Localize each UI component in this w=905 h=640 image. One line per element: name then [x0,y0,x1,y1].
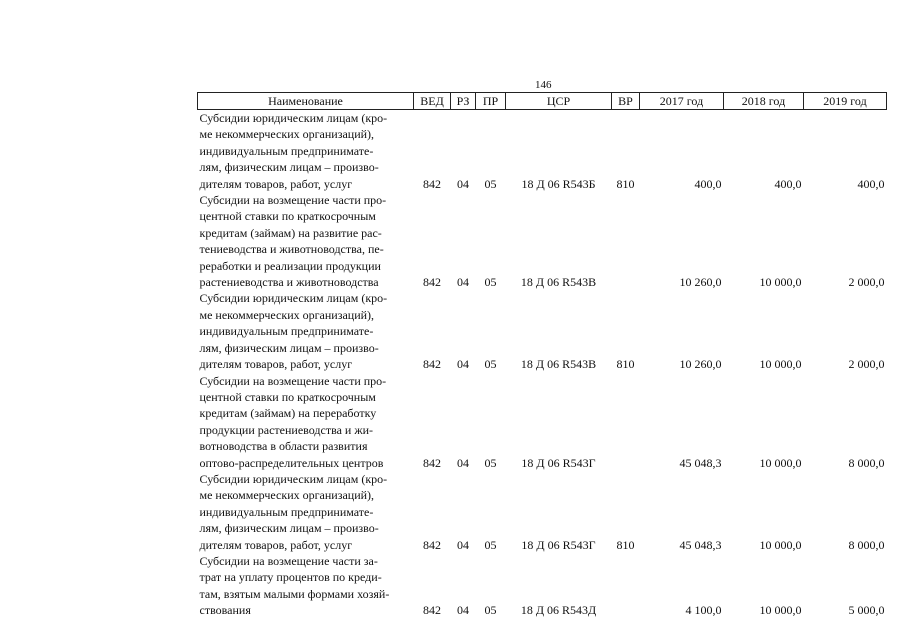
row-name-line: дителям товаров, работ, услуг [199,176,353,191]
row-rz: 04 [457,275,469,290]
header-2017: 2017 год [640,93,724,110]
row-name-line: тениеводства и животноводства, пе- [199,242,384,257]
row-name [198,110,414,193]
header-name: Наименование [198,93,414,110]
page-number: 146 [535,79,552,91]
table-row [198,192,887,290]
row-name-line: лям, физическим лицам – произво- [199,340,379,355]
row-2018: 10 000,0 [759,275,802,290]
row-name-line: Субсидии юридическим лицам (кро- [199,111,388,125]
row-2018: 10 000,0 [759,357,802,372]
row-2018: 10 000,0 [759,603,802,618]
row-pr: 05 [484,275,497,290]
row-ved: 842 [423,357,441,372]
row-csr: 18 Д 06 R543Г [521,537,596,552]
row-ved: 842 [423,275,441,290]
row-name [198,553,414,619]
row-vr [612,192,640,290]
row-2019: 8 000,0 [848,537,885,552]
table-row [198,373,887,471]
row-2019: 5 000,0 [848,603,885,618]
row-2019: 400,0 [857,176,885,191]
row-name-line: оптово-распределительных центров [199,455,384,470]
row-name-line: индивидуальным предпринимате- [199,504,374,519]
row-name-line: Субсидии на возмещение части про- [199,193,387,208]
row-name-line: лям, физическим лицам – произво- [199,521,379,536]
row-name [198,290,414,372]
header-ved: ВЕД [414,93,451,110]
row-name-line: продукции растениеводства и жи- [199,422,374,437]
row-pr: 05 [484,176,497,191]
row-name-line: центной ставки по краткосрочным [199,209,376,224]
row-name-line: трат на уплату процентов по креди- [199,570,382,585]
row-name-line: ствования [199,603,251,618]
row-name [198,471,414,553]
row-name-line: Субсидии на возмещение части про- [199,373,387,388]
row-2018: 400,0 [774,176,802,191]
row-pr: 05 [484,537,497,552]
row-name-line: индивидуальным предпринимате- [199,143,374,158]
row-name-line: ме некоммерческих организаций), [199,307,375,322]
row-rz: 04 [457,357,469,372]
row-vr [612,553,640,619]
row-name-line: ме некоммерческих организаций), [199,488,375,503]
row-csr: 18 Д 06 R543Д [520,603,597,618]
row-csr: 18 Д 06 R543Б [521,176,596,191]
row-rz: 04 [457,455,469,470]
row-name-line: растениеводства и животноводства [199,275,379,290]
row-name-line: кредитам (займам) на переработку [199,406,377,421]
row-name-line: Субсидии юридическим лицам (кро- [199,471,388,486]
header-2018: 2018 год [724,93,804,110]
row-vr [612,373,640,471]
row-pr: 05 [484,603,497,618]
row-pr: 05 [484,357,497,372]
table-row [198,553,887,619]
row-name-line: индивидуальным предпринимате- [199,324,374,339]
row-pr: 05 [484,455,497,470]
row-ved: 842 [423,603,441,618]
row-2019: 2 000,0 [848,357,885,372]
header-rz: РЗ [451,93,476,110]
row-2017: 10 260,0 [679,357,722,372]
row-2017: 45 048,3 [679,455,722,470]
row-name-line: дителям товаров, работ, услуг [199,357,353,372]
row-csr: 18 Д 06 R543В [520,357,597,372]
row-2017: 10 260,0 [679,275,722,290]
table-body [198,110,887,619]
row-name-line: лям, физическим лицам – произво- [199,160,379,175]
row-name-line: Субсидии на возмещение части за- [199,553,378,568]
row-2019: 2 000,0 [848,275,885,290]
row-rz: 04 [457,176,469,191]
row-2017: 400,0 [694,176,722,191]
row-name-line: реработки и реализации продукции [199,258,381,273]
row-name-line: кредитам (займам) на развитие рас- [199,225,382,240]
row-name-line: центной ставки по краткосрочным [199,389,376,404]
row-vr: 810 [616,537,635,552]
row-vr: 810 [616,176,635,191]
table-row [198,110,887,193]
header-csr: ЦСР [506,93,612,110]
row-csr: 18 Д 06 R543Г [521,455,596,470]
header-2019: 2019 год [804,93,887,110]
row-ved: 842 [423,455,441,470]
row-ved: 842 [423,176,441,191]
row-rz: 04 [457,537,469,552]
table-row [198,471,887,553]
row-ved: 842 [423,537,441,552]
row-rz: 04 [457,603,469,618]
row-name-line: ме некоммерческих организаций), [199,127,375,142]
row-name [198,192,414,290]
header-vr: ВР [612,93,640,110]
row-name-line: дителям товаров, работ, услуг [199,537,353,552]
header-pr: ПР [476,93,506,110]
row-vr: 810 [616,357,635,372]
row-name-line: Субсидии юридическим лицам (кро- [199,291,388,306]
table-row [198,290,887,372]
row-2017: 45 048,3 [679,537,722,552]
row-2017: 4 100,0 [685,603,722,618]
budget-table [197,92,887,619]
row-name-line: вотноводства в области развития [199,439,368,454]
row-2018: 10 000,0 [759,537,802,552]
row-2019: 8 000,0 [848,455,885,470]
row-csr: 18 Д 06 R543В [520,275,597,290]
row-2018: 10 000,0 [759,455,802,470]
row-name [198,373,414,471]
header-row [198,93,887,110]
row-name-line: там, взятым малыми формами хозяй- [199,586,390,601]
